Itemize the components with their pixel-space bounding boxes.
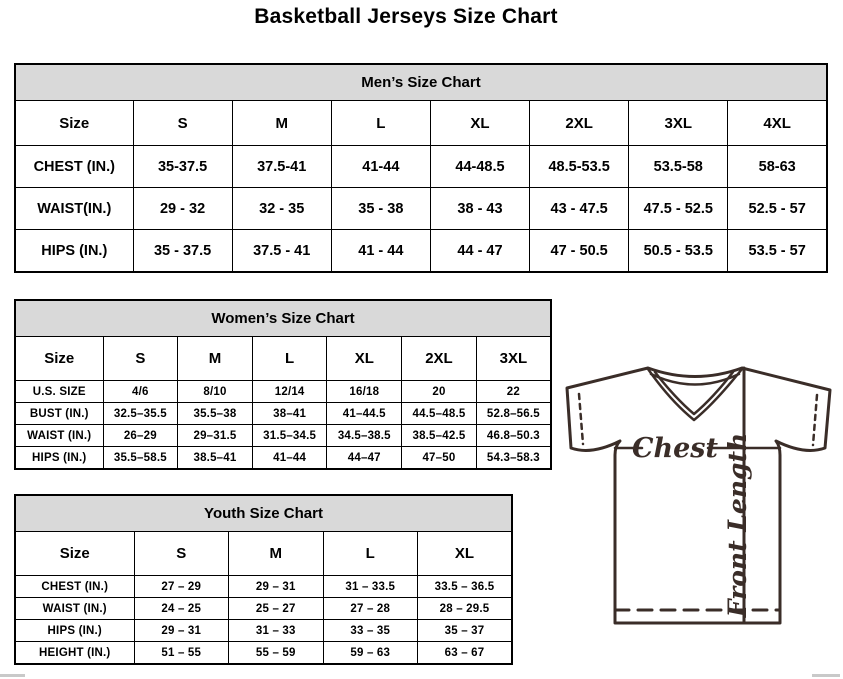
table-cell: 31 – 33.5 <box>323 576 418 598</box>
table-row <box>15 381 551 403</box>
table-cell: 38.5–42.5 <box>402 425 477 447</box>
column-header: XL <box>327 337 402 381</box>
row-label: HIPS (IN.) <box>15 620 134 642</box>
row-label: BUST (IN.) <box>15 403 103 425</box>
table-cell: 12/14 <box>252 381 327 403</box>
table-cell: 29 – 31 <box>134 620 229 642</box>
table-cell: 47.5 - 52.5 <box>629 188 728 230</box>
row-label: HIPS (IN.) <box>15 447 103 470</box>
column-header: Size <box>15 337 103 381</box>
table-cell: 31.5–34.5 <box>252 425 327 447</box>
table-cell: 26–29 <box>103 425 178 447</box>
scrollbar-fragment-right[interactable] <box>812 674 840 677</box>
table-cell: 25 – 27 <box>229 598 324 620</box>
table-cell: 52.5 - 57 <box>728 188 827 230</box>
column-header: 2XL <box>402 337 477 381</box>
table-cell: 20 <box>402 381 477 403</box>
table-cell: 63 – 67 <box>418 642 513 665</box>
table-cell: 54.3–58.3 <box>476 447 551 470</box>
table-cell: 8/10 <box>178 381 253 403</box>
table-cell: 44 - 47 <box>430 230 529 273</box>
row-label: HEIGHT (IN.) <box>15 642 134 665</box>
womens-size-table <box>14 299 552 470</box>
table-cell: 38.5–41 <box>178 447 253 470</box>
table-cell: 47–50 <box>402 447 477 470</box>
jersey-outline-shape <box>567 368 830 623</box>
table-cell: 31 – 33 <box>229 620 324 642</box>
column-header: XL <box>430 101 529 146</box>
column-header: S <box>133 101 232 146</box>
table-cell: 22 <box>476 381 551 403</box>
table-cell: 52.8–56.5 <box>476 403 551 425</box>
table-row <box>15 188 827 230</box>
table-cell: 34.5–38.5 <box>327 425 402 447</box>
table-row <box>15 620 512 642</box>
column-header: 3XL <box>476 337 551 381</box>
table-cell: 51 – 55 <box>134 642 229 665</box>
table-cell: 33 – 35 <box>323 620 418 642</box>
table-cell: 37.5-41 <box>232 146 331 188</box>
table-cell: 38 - 43 <box>430 188 529 230</box>
table-cell: 27 – 29 <box>134 576 229 598</box>
column-header: L <box>331 101 430 146</box>
mens-size-table <box>14 63 828 273</box>
front-length-label: Front Length <box>723 432 752 618</box>
column-header: 3XL <box>629 101 728 146</box>
table-cell: 35.5–38 <box>178 403 253 425</box>
table-cell: 53.5 - 57 <box>728 230 827 273</box>
column-header-row <box>15 532 512 576</box>
chest-label: Chest <box>632 433 718 464</box>
table-row <box>15 230 827 273</box>
table-cell: 27 – 28 <box>323 598 418 620</box>
column-header-row <box>15 101 827 146</box>
row-label: WAIST (IN.) <box>15 425 103 447</box>
table-cell: 43 - 47.5 <box>530 188 629 230</box>
column-header: S <box>134 532 229 576</box>
table-cell: 35 - 37.5 <box>133 230 232 273</box>
column-header: XL <box>418 532 513 576</box>
column-header: M <box>178 337 253 381</box>
table-cell: 29 - 32 <box>133 188 232 230</box>
table-cell: 55 – 59 <box>229 642 324 665</box>
column-header: M <box>232 101 331 146</box>
scrollbar-fragment-left[interactable] <box>0 674 25 677</box>
table-cell: 41–44 <box>252 447 327 470</box>
table-cell: 48.5-53.5 <box>530 146 629 188</box>
table-cell: 29 – 31 <box>229 576 324 598</box>
table-cell: 24 – 25 <box>134 598 229 620</box>
table-cell: 35 - 38 <box>331 188 430 230</box>
column-header: M <box>229 532 324 576</box>
row-label: WAIST (IN.) <box>15 598 134 620</box>
table-cell: 35 – 37 <box>418 620 513 642</box>
table-title: Men’s Size Chart <box>15 64 827 101</box>
table-cell: 59 – 63 <box>323 642 418 665</box>
table-cell: 53.5-58 <box>629 146 728 188</box>
column-header: 4XL <box>728 101 827 146</box>
column-header: L <box>252 337 327 381</box>
table-row <box>15 425 551 447</box>
table-row <box>15 403 551 425</box>
table-cell: 4/6 <box>103 381 178 403</box>
table-cell: 32.5–35.5 <box>103 403 178 425</box>
table-cell: 44–47 <box>327 447 402 470</box>
table-row <box>15 576 512 598</box>
column-header: L <box>323 532 418 576</box>
table-cell: 35.5–58.5 <box>103 447 178 470</box>
row-label: HIPS (IN.) <box>15 230 133 273</box>
row-label: CHEST (IN.) <box>15 576 134 598</box>
column-header: S <box>103 337 178 381</box>
table-cell: 50.5 - 53.5 <box>629 230 728 273</box>
table-cell: 44.5–48.5 <box>402 403 477 425</box>
table-cell: 41–44.5 <box>327 403 402 425</box>
table-cell: 46.8–50.3 <box>476 425 551 447</box>
table-cell: 38–41 <box>252 403 327 425</box>
table-cell: 32 - 35 <box>232 188 331 230</box>
table-title: Women’s Size Chart <box>15 300 551 337</box>
jersey-measurement-diagram <box>556 357 840 629</box>
table-row <box>15 642 512 665</box>
table-cell: 41-44 <box>331 146 430 188</box>
page-title: Basketball Jerseys Size Chart <box>254 5 558 28</box>
table-cell: 16/18 <box>327 381 402 403</box>
youth-size-table <box>14 494 513 665</box>
table-row <box>15 598 512 620</box>
row-label: WAIST(IN.) <box>15 188 133 230</box>
table-cell: 58-63 <box>728 146 827 188</box>
table-cell: 28 – 29.5 <box>418 598 513 620</box>
table-cell: 44-48.5 <box>430 146 529 188</box>
table-cell: 37.5 - 41 <box>232 230 331 273</box>
row-label: CHEST (IN.) <box>15 146 133 188</box>
table-row <box>15 146 827 188</box>
column-header: 2XL <box>530 101 629 146</box>
column-header-row <box>15 337 551 381</box>
column-header: Size <box>15 532 134 576</box>
table-title: Youth Size Chart <box>15 495 512 532</box>
table-cell: 35-37.5 <box>133 146 232 188</box>
table-cell: 33.5 – 36.5 <box>418 576 513 598</box>
table-cell: 29–31.5 <box>178 425 253 447</box>
table-cell: 47 - 50.5 <box>530 230 629 273</box>
table-cell: 41 - 44 <box>331 230 430 273</box>
row-label: U.S. SIZE <box>15 381 103 403</box>
column-header: Size <box>15 101 133 146</box>
table-row <box>15 447 551 470</box>
